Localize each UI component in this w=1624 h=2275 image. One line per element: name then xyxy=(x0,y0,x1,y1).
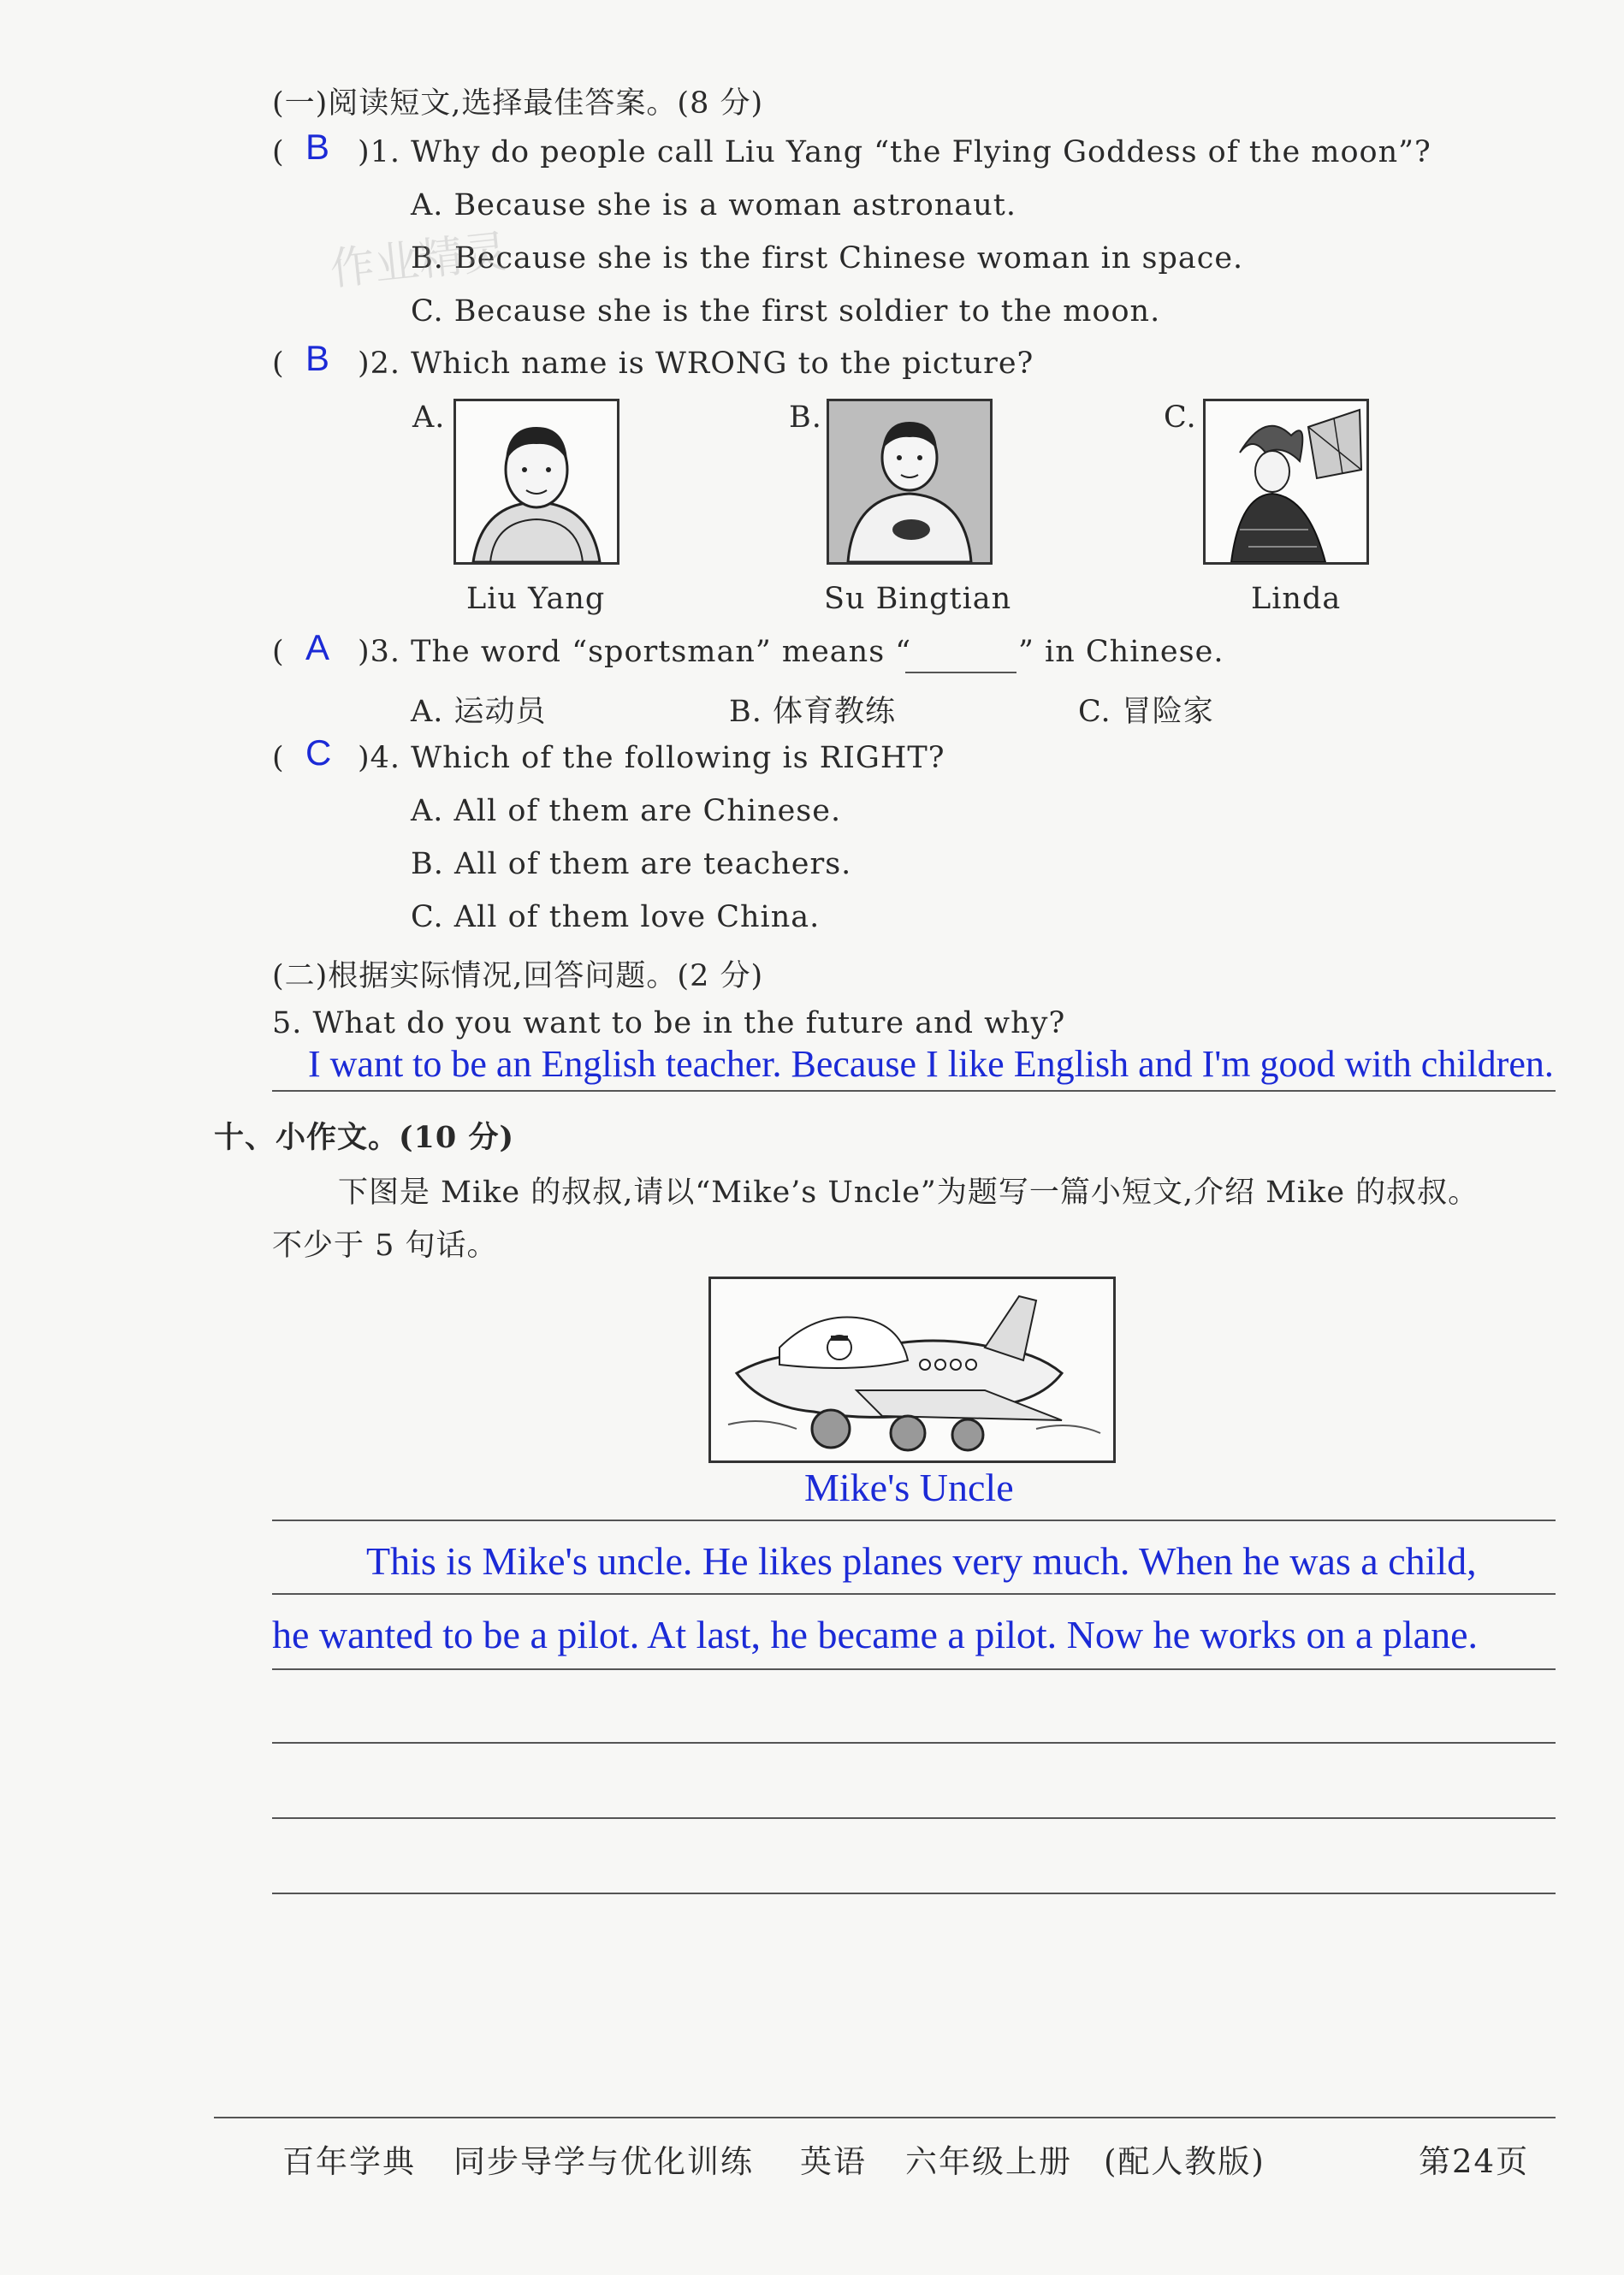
picture-letter-a: A. xyxy=(412,400,446,435)
writing-line xyxy=(272,1817,1556,1819)
option-b: B. Because she is the first Chinese woman in space. xyxy=(411,241,1244,275)
opera-performer-icon xyxy=(1203,399,1369,565)
option-c: C. Because she is the first soldier to the moon. xyxy=(411,294,1161,329)
astronaut-portrait-icon xyxy=(453,399,619,565)
picture-letter-b: B. xyxy=(789,400,822,435)
footer-grade: 六年级上册 xyxy=(905,2143,1072,2180)
footer-subject: 英语 xyxy=(800,2143,867,2180)
essay-instruction: 不少于 5 句话。 xyxy=(272,1229,498,1263)
option-a: A. Because she is a woman astronaut. xyxy=(411,188,1016,222)
paren-open: ( xyxy=(272,741,285,775)
athlete-portrait-icon xyxy=(827,399,993,565)
paren-open: ( xyxy=(272,635,285,669)
question-5-answer: I want to be an English teacher. Because I like English and I'm good with children. xyxy=(308,1043,1554,1085)
option-a: A. All of them are Chinese. xyxy=(411,794,842,828)
section-header-essay: 十、小作文。(10 分) xyxy=(214,1120,515,1155)
answer-mark: B xyxy=(305,338,330,378)
question-prompt: )2. Which name is WRONG to the picture? xyxy=(358,347,1034,381)
essay-instruction: 下图是 Mike 的叔叔,请以“Mike’s Uncle”为题写一篇小短文,介绍 Mike 的叔叔。 xyxy=(338,1176,1479,1210)
essay-title: Mike's Uncle xyxy=(804,1466,1014,1509)
footer-rule xyxy=(214,2117,1556,2118)
option-b: B. 体育教练 xyxy=(729,695,896,729)
picture-name-c: Linda xyxy=(1251,582,1342,616)
option-b: B. All of them are teachers. xyxy=(411,847,852,881)
answer-line xyxy=(272,1090,1556,1092)
footer-brand: 百年学典 xyxy=(282,2143,416,2180)
paren-open: ( xyxy=(272,347,285,381)
writing-line xyxy=(272,1668,1556,1670)
writing-line xyxy=(272,1742,1556,1744)
question-prompt: )3. The word “sportsman” means “ xyxy=(358,635,912,669)
answer-mark: C xyxy=(305,732,332,773)
watermark: 作业精灵 xyxy=(328,226,511,296)
question-5-prompt: 5. What do you want to be in the future and why? xyxy=(272,1006,1066,1040)
question-prompt: )1. Why do people call Liu Yang “the Flying Goddess of the moon”? xyxy=(358,135,1431,169)
picture-name-b: Su Bingtian xyxy=(824,582,1012,616)
picture-letter-c: C. xyxy=(1164,400,1197,435)
essay-line: This is Mike's uncle. He likes planes very much. When he was a child, xyxy=(366,1539,1477,1583)
footer-series: 同步导学与优化训练 xyxy=(453,2143,754,2180)
question-prompt: )4. Which of the following is RIGHT? xyxy=(358,741,945,775)
option-c: C. 冒险家 xyxy=(1078,695,1214,729)
answer-mark: A xyxy=(305,627,330,667)
writing-line xyxy=(272,1520,1556,1521)
option-a: A. 运动员 xyxy=(411,695,547,729)
section-header-reading: (一)阅读短文,选择最佳答案。(8 分) xyxy=(272,86,764,121)
picture-name-a: Liu Yang xyxy=(466,582,606,616)
pilot-airplane-icon xyxy=(708,1277,1116,1463)
answer-mark: B xyxy=(305,127,330,167)
option-c: C. All of them love China. xyxy=(411,900,821,934)
section-header-answer: (二)根据实际情况,回答问题。(2 分) xyxy=(272,959,764,993)
footer-edition: (配人教版) xyxy=(1104,2143,1265,2180)
essay-line: he wanted to be a pilot. At last, he became a pilot. Now he works on a plane. xyxy=(272,1613,1478,1656)
question-prompt-end: ” in Chinese. xyxy=(1018,635,1224,669)
writing-line xyxy=(272,1593,1556,1595)
paren-open: ( xyxy=(272,135,285,169)
writing-line xyxy=(272,1893,1556,1894)
blank-line xyxy=(905,672,1016,673)
page-number: 第24页 xyxy=(1419,2143,1530,2180)
